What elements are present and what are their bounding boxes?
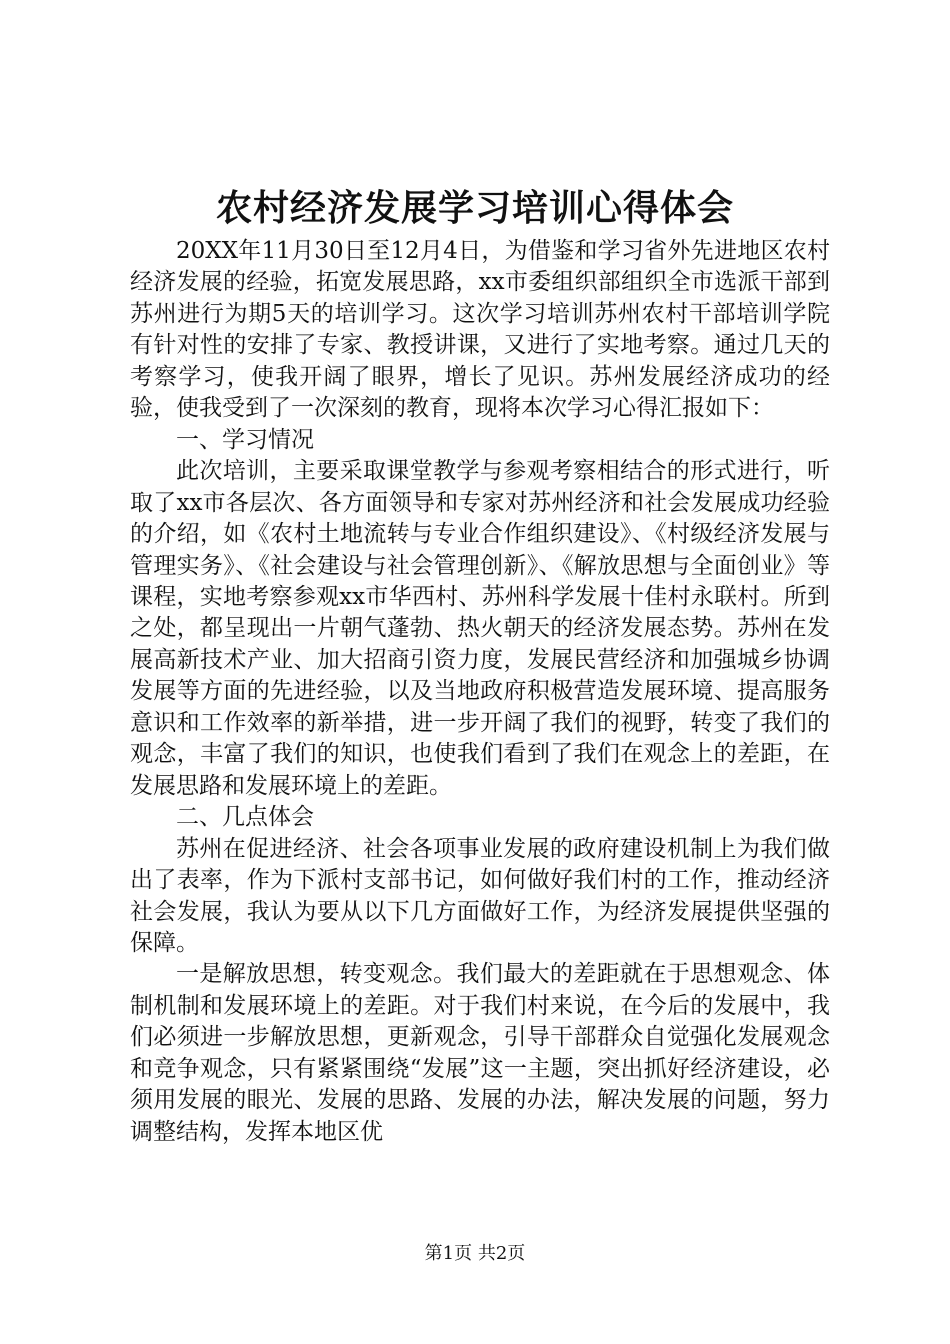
page-footer: 第1页 共2页 xyxy=(424,1243,526,1264)
document-title: 农村经济发展学习培训心得体会 xyxy=(215,187,734,229)
section-heading-study: 一、学习情况 xyxy=(176,426,314,453)
study-paragraph: 此次培训，主要采取课堂教学与参观考察相结合的形式进行，听取了xx市各层次、各方面领导和专家对苏州经济和社会发展成功经验的介绍，如《农村土地流转与专业合作组织建设》、《村级经济发展与管理实务》、《社会建设与社会管理创新》、《解放思想与全面创业》等课程，实地考察参观xx市华西村、苏州科学发展十佳村永联村。所到之处，都呈现出一片朝气蓬勃、热火朝天的经济发展态势。苏州在发展高新技术产业、加大招商引资力度，发展民营经济和加强城乡协调发展等方面的先进经验，以及当地政府积极营造发展环境、提高服务意识和工作效率的新举措，进一步开阔了我们的视野，转变了我们的观念，丰富了我们的知识，也使我们看到了我们在观念上的差距，在发展思路和发展环境上的差距。 xyxy=(130,458,830,799)
insights-paragraph: 苏州在促进经济、社会各项事业发展的政府建设机制上为我们做出了表率，作为下派村支部书记，如何做好我们村的工作，推动经济社会发展，我认为要从以下几方面做好工作，为经济发展提供坚强的保障。 xyxy=(130,835,830,956)
section-heading-insights: 二、几点体会 xyxy=(176,804,314,831)
document-body xyxy=(130,236,830,1148)
point-one-paragraph: 一是解放思想，转变观念。我们最大的差距就在于思想观念、体制机制和发展环境上的差距。对于我们村来说，在今后的发展中，我们必须进一步解放思想，更新观念，引导干部群众自觉强化发展观念和竞争观念，只有紧紧围绕“发展”这一主题，突出抓好经济建设，必须用发展的眼光、发展的思路、发展的办法，解决发展的问题，努力调整结构，发挥本地区优 xyxy=(130,961,830,1145)
intro-paragraph: 20XX年11月30日至12月4日，为借鉴和学习省外先进地区农村经济发展的经验，拓宽发展思路，xx市委组织部组织全市选派干部到苏州进行为期5天的培训学习。这次学习培训苏州农村干部培训学院有针对性的安排了专家、教授讲课，又进行了实地考察。通过几天的考察学习，使我开阔了眼界，增长了见识。苏州发展经济成功的经验，使我受到了一次深刻的教育，现将本次学习心得汇报如下： xyxy=(130,238,830,422)
